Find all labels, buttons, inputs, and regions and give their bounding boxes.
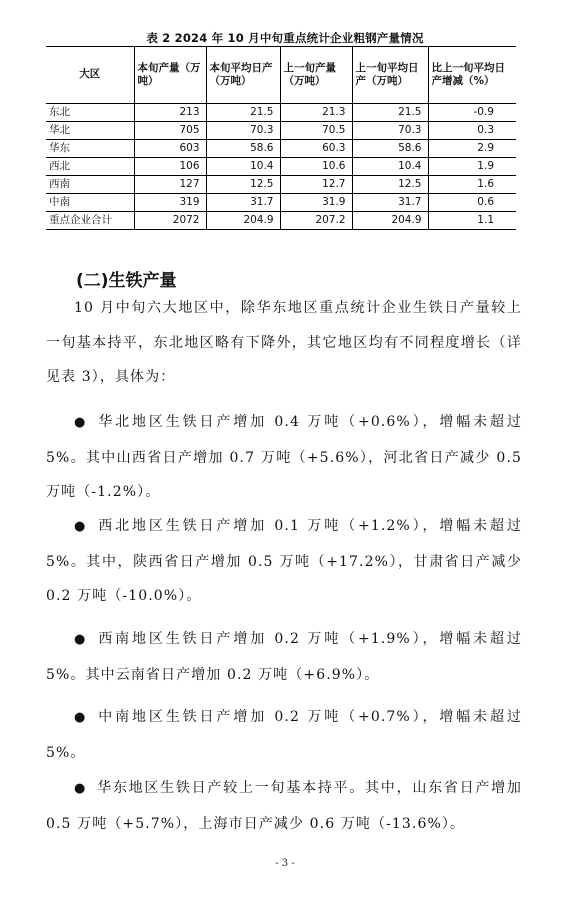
value-cell: -0.9: [428, 104, 516, 122]
bullet-text: 华北地区生铁日产增加 0.4 万吨（+0.6%），增幅未超过 5%。其中山西省日产增加 0.7 万吨（+5.6%），河北省日产减少 0.5 万吨（-1.2%）。: [46, 414, 522, 500]
value-cell: 1.6: [428, 176, 516, 194]
intro-paragraph: 10 月中旬六大地区中，除华东地区重点统计企业生铁日产量较上一旬基本持平，东北地区略有下降外，其它地区均有不同程度增长（详见表 3），具体为：: [46, 300, 522, 385]
value-cell: 2072: [134, 212, 206, 230]
value-cell: 60.3: [280, 140, 352, 158]
bullet-paragraph: [46, 771, 522, 841]
value-cell: 204.9: [352, 212, 428, 230]
value-cell: 127: [134, 176, 206, 194]
region-cell: 西南: [46, 176, 134, 194]
value-cell: 21.3: [280, 104, 352, 122]
value-cell: 70.5: [280, 122, 352, 140]
value-cell: 106: [134, 158, 206, 176]
column-header: 大区: [46, 47, 134, 104]
bullet-paragraph: [46, 405, 522, 510]
bullet-text: 中南地区生铁日产增加 0.2 万吨（+0.7%），增幅未超过 5%。: [46, 709, 522, 761]
value-cell: 31.9: [280, 194, 352, 212]
table-row: [46, 158, 516, 176]
region-cell: 重点企业合计: [46, 212, 134, 230]
bullet-icon: ●: [74, 781, 88, 796]
column-header: 比上一旬平均日产增减（%）: [428, 47, 516, 104]
value-cell: 0.3: [428, 122, 516, 140]
value-cell: 70.3: [352, 122, 428, 140]
bullet-icon: ●: [74, 710, 89, 725]
region-cell: 华北: [46, 122, 134, 140]
table-row: [46, 140, 516, 158]
value-cell: 58.6: [352, 140, 428, 158]
table-row: [46, 176, 516, 194]
table-total-row: [46, 212, 516, 230]
page-number: - 3 -: [275, 858, 295, 869]
value-cell: 31.7: [206, 194, 280, 212]
bullet-paragraph: [46, 700, 522, 770]
bullet-paragraph: [46, 622, 522, 692]
value-cell: 10.4: [352, 158, 428, 176]
region-cell: 东北: [46, 104, 134, 122]
value-cell: 0.6: [428, 194, 516, 212]
column-header: 上一旬产量（万吨）: [280, 47, 352, 104]
column-header: 上一旬平均日产（万吨）: [352, 47, 428, 104]
value-cell: 70.3: [206, 122, 280, 140]
table-row: [46, 122, 516, 140]
region-cell: 西北: [46, 158, 134, 176]
bullet-text: 西北地区生铁日产增加 0.1 万吨（+1.2%），增幅未超过 5%。其中，陕西省日产增加 0.5 万吨（+17.2%），甘肃省日产减少 0.2 万吨（-10.0%）。: [46, 518, 522, 604]
value-cell: 213: [134, 104, 206, 122]
value-cell: 10.6: [280, 158, 352, 176]
value-cell: 1.1: [428, 212, 516, 230]
column-header: 本旬平均日产（万吨）: [206, 47, 280, 104]
table-caption: 表 2 2024 年 10 月中旬重点统计企业粗钢产量情况: [146, 31, 424, 45]
value-cell: 2.9: [428, 140, 516, 158]
bullet-icon: ●: [74, 415, 89, 430]
value-cell: 319: [134, 194, 206, 212]
region-cell: 中南: [46, 194, 134, 212]
value-cell: 21.5: [352, 104, 428, 122]
value-cell: 12.7: [280, 176, 352, 194]
bullet-text: 西南地区生铁日产增加 0.2 万吨（+1.9%），增幅未超过 5%。其中云南省日产增加 0.2 万吨（+6.9%）。: [46, 631, 522, 683]
section-heading: (二)生铁产量: [76, 271, 177, 291]
region-cell: 华东: [46, 140, 134, 158]
value-cell: 12.5: [352, 176, 428, 194]
value-cell: 21.5: [206, 104, 280, 122]
crude-steel-table: [46, 46, 516, 230]
bullet-paragraph: [46, 509, 522, 614]
value-cell: 12.5: [206, 176, 280, 194]
value-cell: 31.7: [352, 194, 428, 212]
value-cell: 1.9: [428, 158, 516, 176]
table-row: [46, 104, 516, 122]
value-cell: 10.4: [206, 158, 280, 176]
table-header-row: [46, 47, 516, 104]
table-row: [46, 194, 516, 212]
value-cell: 705: [134, 122, 206, 140]
value-cell: 204.9: [206, 212, 280, 230]
bullet-icon: ●: [74, 632, 89, 647]
column-header: 本旬产量（万吨）: [134, 47, 206, 104]
value-cell: 207.2: [280, 212, 352, 230]
value-cell: 603: [134, 140, 206, 158]
bullet-text: 华东地区生铁日产较上一旬基本持平。其中，山东省日产增加 0.5 万吨（+5.7%），上海市日产减少 0.6 万吨（-13.6%）。: [46, 780, 522, 832]
bullet-icon: ●: [74, 519, 89, 534]
value-cell: 58.6: [206, 140, 280, 158]
